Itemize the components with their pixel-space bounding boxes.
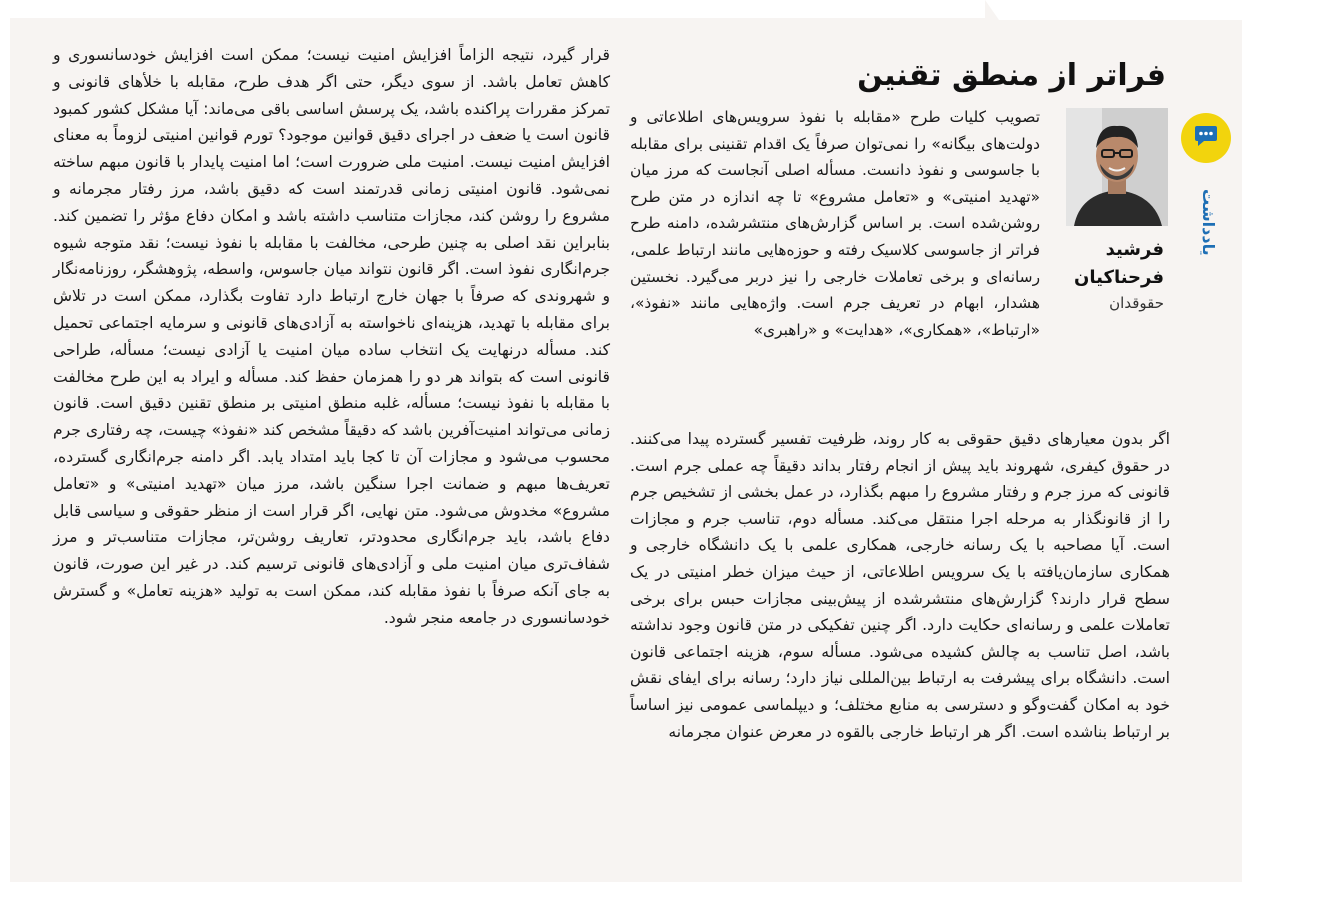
body-text: قرار گیرد، نتیجه الزاماً افزایش امنیت نیست؛ ممکن است افزایش خودسانسوری و کاهش تعامل باشد. از سوی دیگر، حتی اگر هدف طرح، مقابله با خلأهای قانونی و تمرکز مقررات پراکنده باشد، یک پرسش اساسی باقی می‌ماند: آیا مشکل کشور کمبود قانون است یا ضعف در اجرای دقیق قوانین موجود؟ تورم قوانین امنیتی لزوماً به معنای افزایش امنیت نیست. امنیت ملی ضرورت است؛ اما امنیت پایدار با قانون مبهم ساخته نمی‌شود. قانون امنیتی زمانی قدرتمند است که دقیق باشد، مرز رفتار مجرمانه و مشروع را روشن کند، مجازات متناسب داشته باشد و امکان دفاع مؤثر را تضمین کند. بنابراین نقد اصلی به چنین طرحی، مخالفت با مقابله با نفوذ نیست؛ نقد متوجه شیوه جرم‌انگاری نفوذ است. اگر قانون نتواند میان جاسوس، واسطه، پژوهشگر، روزنامه‌نگار و شهروندی که صرفاً با جهان خارج ارتباط دارد تفاوت بگذارد، ممکن است در تلاش برای مقابله با تهدید، هزینه‌ای ناخواسته به آزادی‌های قانونی و سرمایه اجتماعی تحمیل کند. مسأله درنهایت یک انتخاب ساده میان امنیت یا آزادی نیست؛ مسأله، طراحی قانونی است که بتواند هر دو را همزمان حفظ کند. مسأله و ایراد به این طرح مخالفت با مقابله با نفوذ نیست؛ مسأله، غلبه منطق امنیتی بر منطق تقنین دقیق است. قانون زمانی می‌تواند امنیت‌آفرین باشد که دقیقاً مشخص کند «نفوذ» چیست، چه رفتاری جرم محسوب می‌شود و مجازات آن تا کجا باید امتداد یابد. اگر دامنه جرم‌انگاری گسترده، تعریف‌ها مبهم و ضمانت اجرا سنگین باشد، مرز میان «تهدید امنیتی» و «تعامل مشروع» مخدوش می‌شود. متن نهایی، اگر قرار است از منظر حقوقی و سیاسی قابل دفاع باشد، باید جرم‌انگاری محدودتر، تعاریف روشن‌تر، مجازات متناسب‌تر و مرز شفاف‌تری میان امنیت ملی و آزادی‌های قانونی ترسیم کند. در غیر این صورت، قانون به جای آنکه صرفاً با نفوذ مقابله کند، ممکن است به تولید «هزینه تعامل» و گسترش خودسانسوری در جامعه منجر شود. (53, 46, 610, 627)
author-name: فرشید فرحناکیان (1074, 239, 1164, 288)
page-edge-notch (985, 0, 1243, 20)
section-label: یادداشت (1199, 188, 1218, 256)
article-column-right-top (630, 104, 1040, 426)
article-column-left (53, 42, 610, 864)
article-column-right-bottom (630, 426, 1170, 862)
author-photo (1066, 108, 1168, 226)
body-text: اگر بدون معیارهای دقیق حقوقی به کار روند، ظرفیت تفسیر گسترده پیدا می‌کنند. در حقوق کیفری، شهروند باید پیش از انجام رفتار بداند دقیقاً چه عملی جرم است. قانونی که مرز جرم و رفتار مشروع را مبهم بگذارد، در عمل بخشی از تشخیص جرم را از قانونگذار به مرحله اجرا منتقل می‌کند. مسأله دوم، تناسب جرم و مجازات است. آیا مصاحبه با یک رسانه خارجی، همکاری علمی با یک دانشگاه خارجی و همکاری سازمان‌یافته با یک سرویس اطلاعاتی، از حیث میزان خطر امنیتی در یک سطح قرار دارند؟ گزارش‌های منتشرشده از پیش‌بینی مجازات حبس برای برخی تعاملات علمی و رسانه‌ای حکایت دارد. اگر چنین تفکیکی در متن قانون وجود نداشته باشد، اصل تناسب به چالش کشیده می‌شود. مسأله سوم، هزینه اجتماعی قانون است. دانشگاه برای پیشرفت به ارتباط بین‌المللی نیاز دارد؛ رسانه برای ایفای نقش خود به امکان گفت‌وگو و دسترسی به منابع مختلف؛ و دیپلماسی عمومی نیز اساساً بر ارتباط بناشده است. اگر هر ارتباط خارجی بالقوه در معرض عنوان مجرمانه (630, 430, 1170, 741)
section-badge (1181, 113, 1231, 163)
body-text: تصویب کلیات طرح «مقابله با نفوذ سرویس‌های اطلاعاتی و دولت‌های بیگانه» را نمی‌توان صرفاً یک اقدام تقنینی برای مقابله با جاسوسی و نفوذ دانست. مسأله اصلی آنجاست که مرز میان «تهدید امنیتی» و «تعامل مشروع» تا چه اندازه در متن طرح روشن‌شده است. بر اساس گزارش‌های منتشرشده، دامنه طرح فراتر از جاسوسی کلاسیک رفته و حوزه‌هایی مانند ارتباط علمی، رسانه‌ای و برخی تعاملات خارجی را نیز دربر می‌گیرد. نخستین هشدار، ابهام در تعریف جرم است. واژه‌هایی مانند «نفوذ»، «ارتباط»، «همکاری»، «هدایت» و «راهبری» (630, 108, 1040, 339)
section-sidebar (1174, 100, 1238, 320)
author-role: حقوقدان (1109, 294, 1164, 312)
speech-bubble-icon (1193, 123, 1219, 153)
article-headline: فراتر از منطق تقنین (857, 58, 1166, 94)
